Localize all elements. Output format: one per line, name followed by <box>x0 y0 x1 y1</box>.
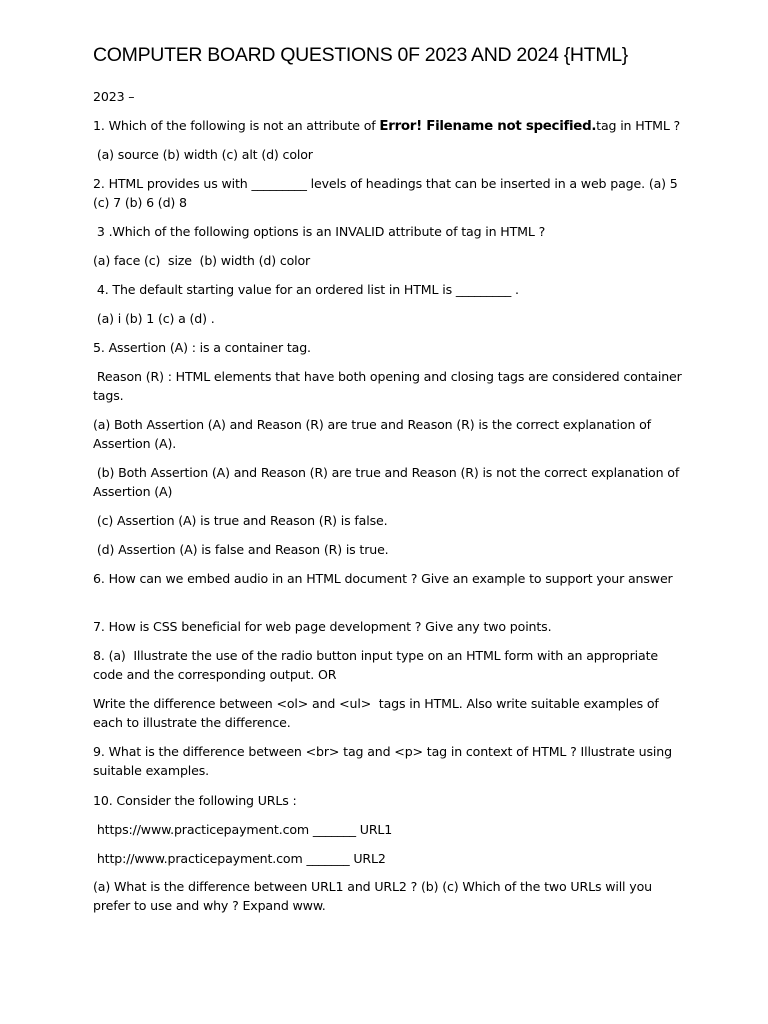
question-5-option-b: (b) Both Assertion (A) and Reason (R) are true and Reason (R) is not the correct explanation of Assertion (A) <box>93 465 683 499</box>
question-6: 6. How can we embed audio in an HTML document ? Give an example to support your answer <box>93 571 673 586</box>
document-title: COMPUTER BOARD QUESTIONS 0F 2023 AND 2024 {HTML} <box>93 44 629 66</box>
question-10: 10. Consider the following URLs : <box>93 793 297 808</box>
error-filename-text: Error! Filename not specified. <box>379 119 597 134</box>
question-7: 7. How is CSS beneficial for web page development ? Give any two points. <box>93 619 552 634</box>
question-9: 9. What is the difference between <br> tag and <p> tag in context of HTML ? Illustrate using suitable examples. <box>93 744 676 778</box>
question-5-reason: Reason (R) : HTML elements that have both opening and closing tags are considered container tags. <box>93 369 686 403</box>
question-4: 4. The default starting value for an ordered list in HTML is _________ . <box>93 282 519 297</box>
question-10-url2: http://www.practicepayment.com _______ URL2 <box>93 851 386 866</box>
question-1-tail: tag in HTML ? <box>596 118 681 133</box>
question-8: 8. (a) Illustrate the use of the radio button input type on an HTML form with an appropriate code and the corresponding output. OR <box>93 648 662 682</box>
question-5-option-c: (c) Assertion (A) is true and Reason (R) is false. <box>93 513 388 528</box>
question-5-option-a: (a) Both Assertion (A) and Reason (R) are true and Reason (R) is the correct explanation of Assertion (A). <box>93 417 655 451</box>
question-5: 5. Assertion (A) : is a container tag. <box>93 340 311 355</box>
question-5-option-d: (d) Assertion (A) is false and Reason (R) is true. <box>93 542 389 557</box>
question-1-options: (a) source (b) width (c) alt (d) color <box>93 147 313 162</box>
question-4-options: (a) i (b) 1 (c) a (d) . <box>93 311 215 326</box>
question-2: 2. HTML provides us with _________ levels of headings that can be inserted in a web page. (a) 5 (c) 7 (b) 6 (d) 8 <box>93 176 682 210</box>
question-3: 3 .Which of the following options is an INVALID attribute of tag in HTML ? <box>93 224 546 239</box>
question-8-alternative: Write the difference between <ol> and <ul> tags in HTML. Also write suitable examples of each to illustrate the difference. <box>93 696 663 730</box>
question-1-text: 1. Which of the following is not an attribute of <box>93 118 380 133</box>
year-label: 2023 – <box>93 89 135 104</box>
question-1 <box>93 116 683 136</box>
question-3-options: (a) face (c) size (b) width (d) color <box>93 253 311 268</box>
question-10-parts: (a) What is the difference between URL1 and URL2 ? (b) (c) Which of the two URLs will you prefer to use and why ? Expand www. <box>93 879 656 913</box>
question-10-url1: https://www.practicepayment.com _______ URL1 <box>93 822 393 837</box>
